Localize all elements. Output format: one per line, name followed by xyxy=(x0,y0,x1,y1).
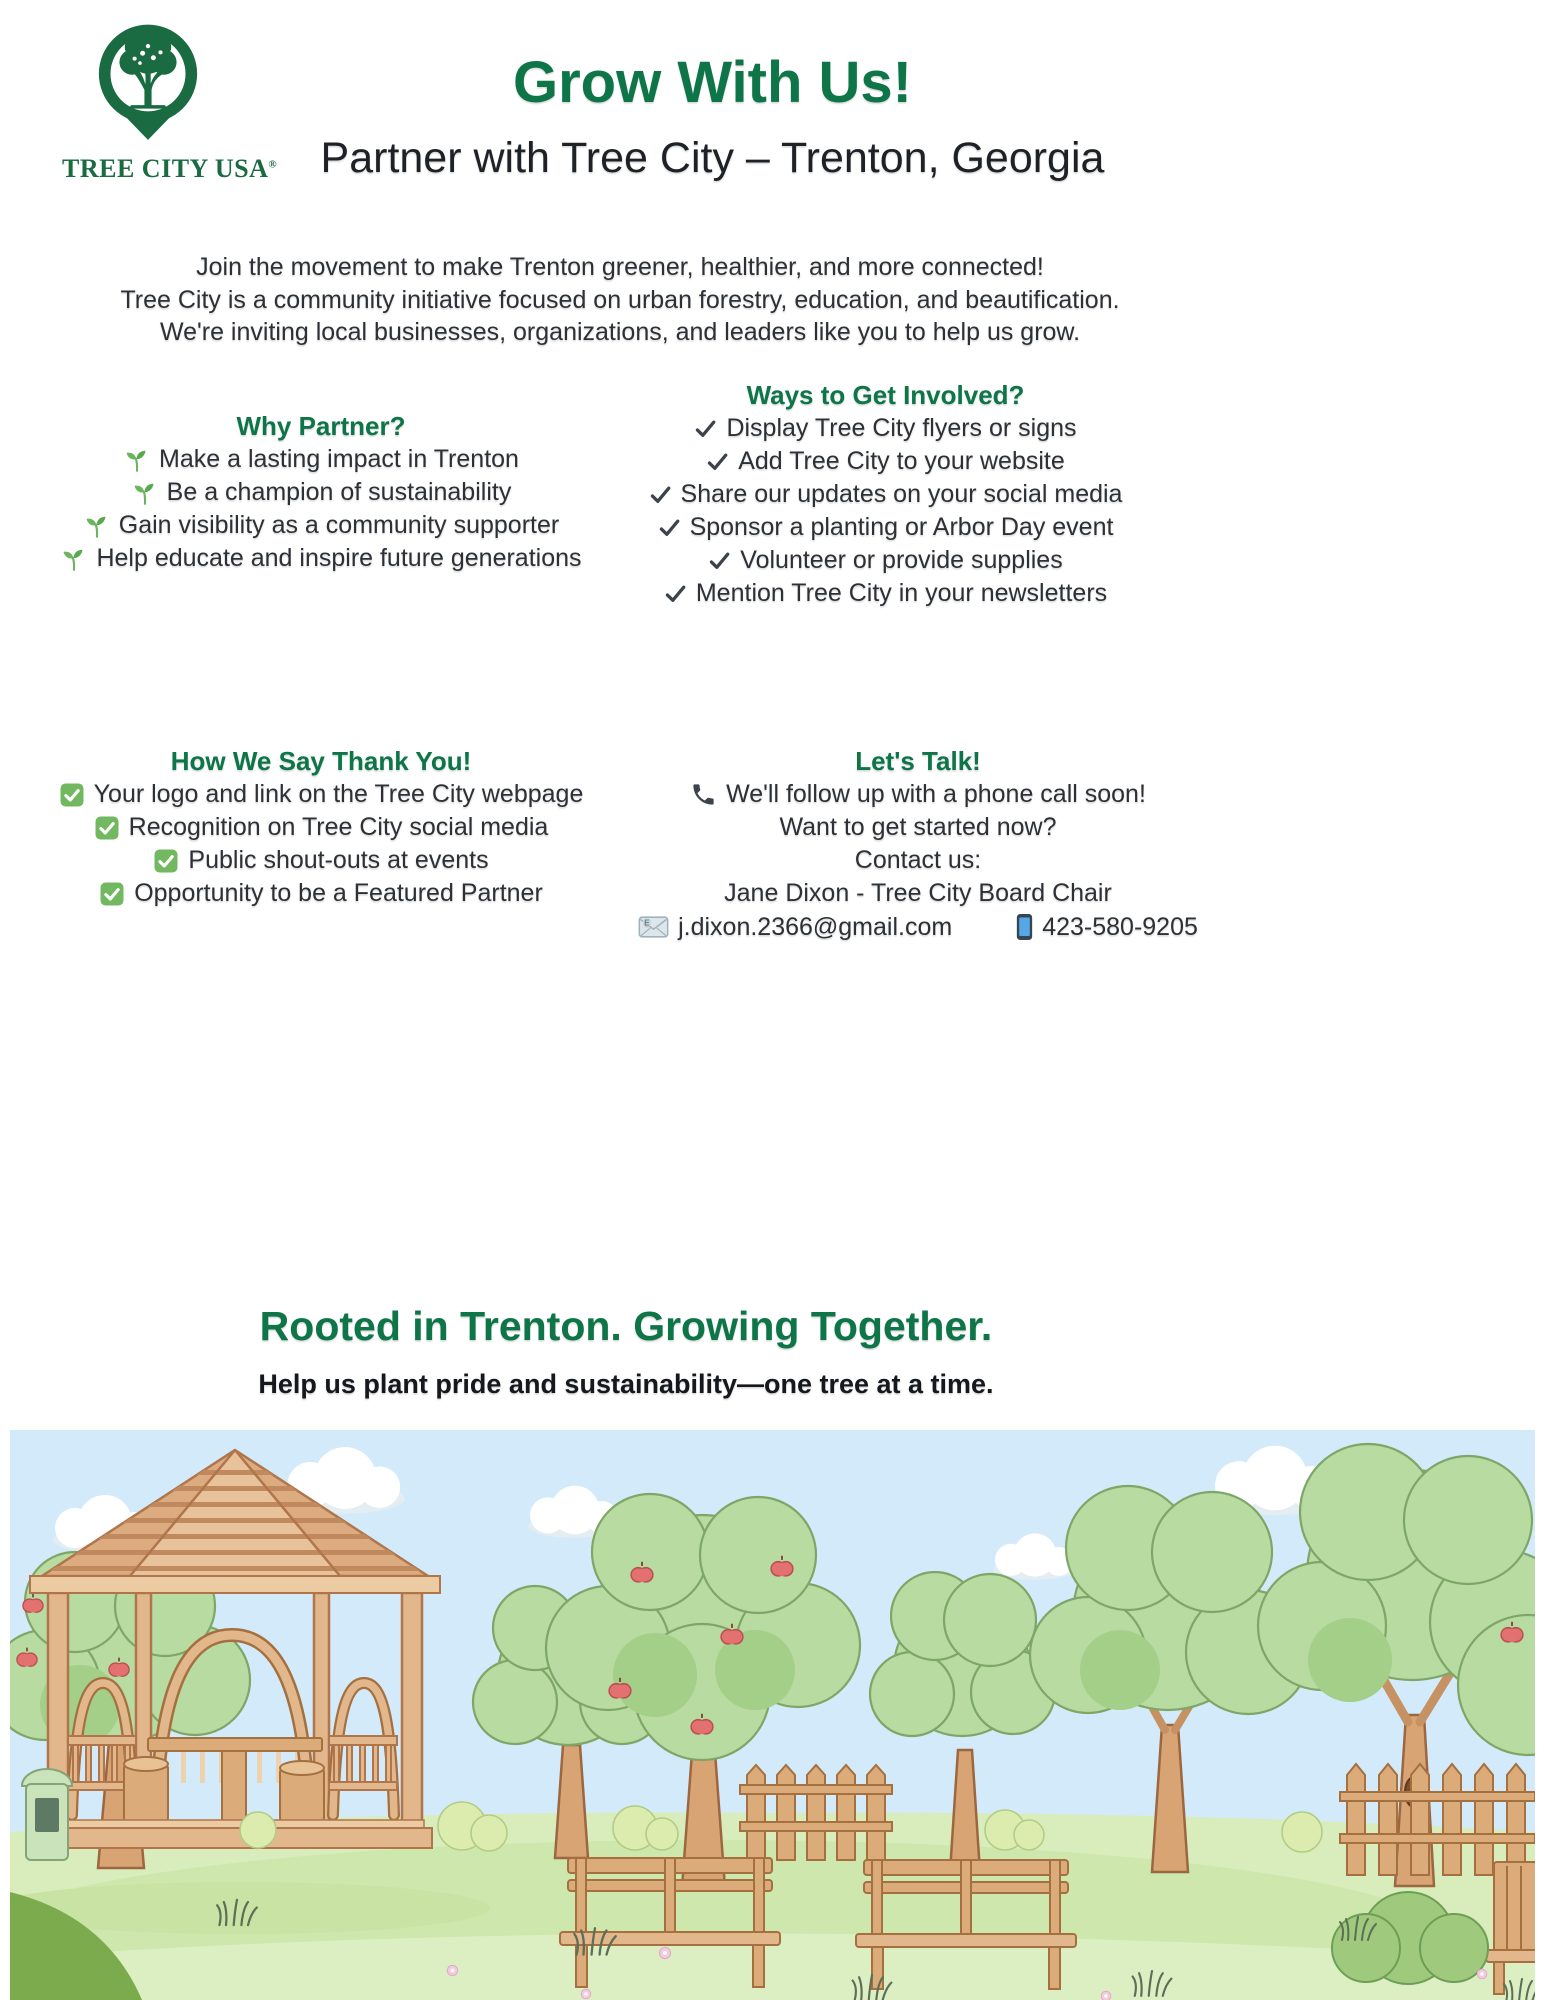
list-item: Opportunity to be a Featured Partner xyxy=(36,877,606,910)
check-icon xyxy=(694,417,717,440)
list-item: Volunteer or provide supplies xyxy=(618,544,1153,577)
section-ways-to-get-involved xyxy=(618,378,1153,610)
list-item: Add Tree City to your website xyxy=(618,445,1153,478)
page-subtitle: Partner with Tree City – Trenton, Georgia xyxy=(320,134,1105,182)
footer-headline-block xyxy=(0,1302,1252,1402)
check-icon xyxy=(658,516,681,539)
park-illustration xyxy=(10,1430,1535,2000)
check-icon xyxy=(649,483,672,506)
email-icon xyxy=(638,915,669,939)
checkbox-icon xyxy=(94,815,120,841)
list-item: Share our updates on your social media xyxy=(618,478,1153,511)
why-partner-list xyxy=(36,443,606,575)
seedling-icon xyxy=(83,512,110,539)
follow-up-line: We'll follow up with a phone call soon! xyxy=(618,778,1218,811)
checkbox-icon xyxy=(153,848,179,874)
list-item: Make a lasting impact in Trenton xyxy=(36,443,606,476)
list-item: Sponsor a planting or Arbor Day event xyxy=(618,511,1153,544)
list-item: Be a champion of sustainability xyxy=(36,476,606,509)
list-item: Mention Tree City in your newsletters xyxy=(618,577,1153,610)
ways-list xyxy=(618,412,1153,610)
contact-details-line xyxy=(618,910,1218,944)
seedling-icon xyxy=(123,446,150,473)
check-icon xyxy=(706,450,729,473)
contact-us-line: Contact us: xyxy=(854,846,982,874)
email-address: j.dixon.2366@gmail.com xyxy=(678,912,953,941)
check-icon xyxy=(664,582,687,605)
picnic-table xyxy=(124,1738,324,1825)
list-item: Public shout-outs at events xyxy=(36,844,606,877)
list-item: Display Tree City flyers or signs xyxy=(618,412,1153,445)
trash-can xyxy=(22,1769,72,1860)
phone-number: 423-580-9205 xyxy=(1042,912,1198,941)
section-lets-talk xyxy=(618,744,1218,944)
mobile-phone-icon xyxy=(1016,913,1033,941)
intro-line: We're inviting local businesses, organizations, and leaders like you to help us grow. xyxy=(159,318,1081,346)
start-now-line: Want to get started now? xyxy=(779,813,1057,841)
checkbox-icon xyxy=(99,881,125,907)
intro-paragraph xyxy=(0,251,1240,349)
columns-row-2 xyxy=(0,744,1545,944)
contact-name: Jane Dixon - Tree City Board Chair xyxy=(724,879,1112,907)
check-icon xyxy=(708,549,731,572)
seedling-icon xyxy=(131,479,158,506)
list-item: Gain visibility as a community supporter xyxy=(36,509,606,542)
thank-you-list xyxy=(36,778,606,910)
footer-headline: Rooted in Trenton. Growing Together. xyxy=(259,1303,993,1349)
page-title: Grow With Us! xyxy=(512,50,912,115)
list-item: Help educate and inspire future generations xyxy=(36,542,606,575)
section-thank-you xyxy=(36,744,606,910)
list-item: Your logo and link on the Tree City webpage xyxy=(36,778,606,811)
checkbox-icon xyxy=(59,782,85,808)
header xyxy=(0,50,1545,184)
intro-line: Join the movement to make Trenton greener, healthier, and more connected! xyxy=(196,253,1044,281)
thank-you-heading: How We Say Thank You! xyxy=(170,746,472,776)
seedling-icon xyxy=(60,545,87,572)
columns-row-1 xyxy=(0,378,1545,610)
fence xyxy=(740,1765,892,1860)
lets-talk-heading: Let's Talk! xyxy=(855,746,981,776)
phone-icon xyxy=(690,781,717,808)
footer-subheadline: Help us plant pride and sustainability—one tree at a time. xyxy=(258,1369,994,1399)
ways-heading: Ways to Get Involved? xyxy=(746,380,1025,410)
section-why-partner xyxy=(36,378,606,575)
registered-mark: ® xyxy=(268,158,278,171)
why-partner-heading: Why Partner? xyxy=(236,411,406,441)
intro-line: Tree City is a community initiative focused on urban forestry, education, and beautification. xyxy=(120,285,1120,314)
list-item: Recognition on Tree City social media xyxy=(36,811,606,844)
logo-wordmark: TREE CITY USA® xyxy=(62,154,278,183)
